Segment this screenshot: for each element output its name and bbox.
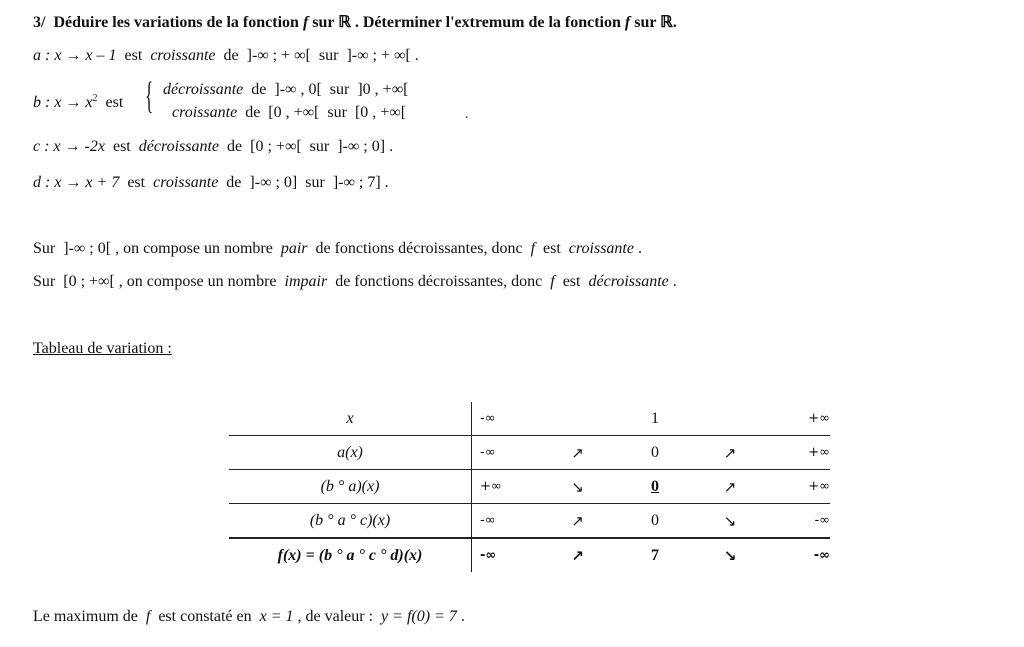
sur2-f: f	[550, 273, 555, 290]
line-b-end: .	[465, 107, 469, 122]
line-d-sur: sur	[305, 174, 325, 191]
heading-f-2: f	[624, 14, 631, 31]
line-d-image: ]-∞ ; 7] .	[332, 174, 389, 191]
heading-real-set: ℝ	[338, 14, 351, 31]
line-b-row2-image: [0 , +∞[	[354, 104, 407, 121]
table-row-ba	[229, 470, 830, 504]
conclusion-end: .	[460, 608, 465, 625]
line-b-row-2	[172, 104, 406, 122]
heading-text-4: sur	[634, 14, 657, 31]
sur1-f: f	[530, 240, 536, 257]
sur2-text-b: , on compose un nombre	[118, 273, 277, 290]
line-b-row-1	[163, 81, 408, 99]
conclusion-y: y = f(0) = 7	[381, 608, 457, 625]
sur1-parity: pair	[280, 240, 308, 257]
cell-v2: 0	[640, 470, 670, 504]
cell-v2: 1	[651, 409, 659, 427]
table-row-bac	[229, 504, 830, 539]
sur1-interval: ]-∞ ; 0[	[63, 240, 112, 257]
line-b-row1-image: ]0 , +∞[	[357, 81, 409, 98]
arrow-up-icon: ↗	[670, 436, 790, 470]
line-c-image: ]-∞ ; 0] .	[337, 138, 394, 155]
sur2-interval: [0 ; +∞[	[63, 273, 115, 290]
table-row-a	[229, 436, 830, 470]
line-b-row1-de: de	[251, 81, 267, 98]
cell-arrow-1	[515, 402, 640, 436]
arrow-up-icon: ↗	[515, 538, 640, 572]
cell-v3: -∞	[790, 538, 830, 572]
line-c-sur: sur	[309, 138, 330, 155]
sur1-text-b: , on compose un nombre	[115, 240, 273, 257]
line-a-image: ]-∞ ; + ∞[ .	[346, 47, 419, 64]
cell-v2: 0	[640, 436, 670, 470]
arrow-up-icon: ↗	[670, 470, 790, 504]
line-b-map: b : x → x	[33, 94, 93, 111]
cell-v2: 7	[640, 538, 670, 572]
table-row-f	[229, 538, 830, 572]
heading-end: .	[672, 14, 677, 31]
line-a-domain: ]-∞ ; + ∞[	[246, 47, 311, 64]
line-a-sur: sur	[318, 47, 339, 64]
line-c-sense: décroissante	[138, 138, 220, 155]
brace-icon: {	[145, 75, 154, 117]
line-a-map: a : x → x – 1	[33, 47, 117, 64]
heading-f: f	[302, 14, 309, 31]
question-number: 3/	[33, 14, 46, 31]
sur1-end: .	[637, 240, 642, 257]
line-d	[33, 174, 389, 192]
line-b-row1-sur: sur	[329, 81, 350, 98]
line-d-sense: croissante	[153, 174, 219, 191]
line-b-row2-de: de	[245, 104, 261, 121]
cell-v1: -∞	[480, 411, 496, 426]
cell-arrow-2	[670, 402, 790, 436]
cell-v3: -∞	[790, 504, 830, 539]
cell-v3: +∞	[790, 470, 830, 504]
sur1-est: est	[543, 240, 561, 257]
line-c	[33, 138, 393, 156]
line-c-domain: [0 ; +∞[	[250, 138, 302, 155]
cell-v1: -∞	[472, 436, 516, 470]
cell-v1: -∞	[472, 538, 516, 572]
line-c-est: est	[112, 138, 131, 155]
line-a-sense: croissante	[150, 47, 216, 64]
table-row-x	[229, 402, 830, 436]
tableau-title: Tableau de variation :	[33, 340, 172, 357]
line-d-map: d : x → x + 7	[33, 174, 120, 191]
row-label: f(x) = (b ° a ° c ° d)(x)	[229, 538, 472, 572]
conclusion-text-a: Le maximum de	[33, 608, 138, 625]
sur2-sur: Sur	[33, 273, 56, 290]
cell-v3: +∞	[790, 436, 830, 470]
sur2-est: est	[562, 273, 581, 290]
cell-v1: -∞	[472, 504, 516, 539]
composition-sentence-1	[33, 240, 642, 258]
conclusion-text-c: , de valeur :	[297, 608, 374, 625]
sur2-end: .	[672, 273, 677, 290]
arrow-down-icon: ↘	[670, 504, 790, 539]
line-b-row2-sur: sur	[327, 104, 347, 121]
heading-text-2: sur	[312, 14, 335, 31]
line-a-de: de	[223, 47, 239, 64]
row-label: (b ° a)(x)	[229, 470, 472, 504]
cell-v1: +∞	[472, 470, 516, 504]
line-a	[33, 47, 419, 65]
conclusion	[33, 608, 465, 626]
composition-sentence-2	[33, 273, 677, 291]
sur2-text-c: de fonctions décroissantes, donc	[335, 273, 543, 290]
conclusion-x: x = 1	[259, 608, 294, 625]
cell-v2: 0	[640, 504, 670, 539]
arrow-down-icon: ↘	[515, 470, 640, 504]
row-label: x	[229, 402, 472, 436]
heading-real-set-2: ℝ	[660, 14, 673, 31]
sur1-result: croissante	[568, 240, 634, 257]
line-b-exponent: 2	[92, 93, 98, 104]
line-d-domain: ]-∞ ; 0]	[249, 174, 298, 191]
line-b-row2-domain: [0 , +∞[	[268, 104, 320, 121]
line-b-row2-sense: croissante	[172, 104, 238, 121]
line-b-row1-sense: décroissante	[163, 81, 244, 98]
row-label: a(x)	[229, 436, 472, 470]
line-c-de: de	[227, 138, 243, 155]
line-c-map: c : x → -2x	[33, 138, 105, 155]
conclusion-text-b: est constaté en	[158, 608, 252, 625]
line-b-est: est	[105, 94, 124, 111]
variation-table	[229, 402, 830, 572]
conclusion-f: f	[145, 608, 151, 625]
line-a-est: est	[124, 47, 143, 64]
question-heading	[33, 12, 677, 32]
sur1-sur: Sur	[33, 240, 56, 257]
arrow-down-icon: ↘	[670, 538, 790, 572]
heading-text-1: Déduire les variations de la fonction	[53, 14, 299, 31]
sur2-result: décroissante	[588, 273, 669, 290]
arrow-up-icon: ↗	[515, 504, 640, 539]
line-d-est: est	[127, 174, 146, 191]
cell-v3: +∞	[808, 411, 830, 426]
line-b	[33, 93, 123, 112]
sur1-text-c: de fonctions décroissantes, donc	[315, 240, 523, 257]
row-label: (b ° a ° c)(x)	[229, 504, 472, 539]
sur2-parity: impair	[284, 273, 328, 290]
heading-text-3: . Déterminer l'extremum de la fonction	[354, 14, 621, 31]
arrow-up-icon: ↗	[515, 436, 640, 470]
line-d-de: de	[226, 174, 242, 191]
line-b-row1-domain: ]-∞ , 0[	[274, 81, 322, 98]
